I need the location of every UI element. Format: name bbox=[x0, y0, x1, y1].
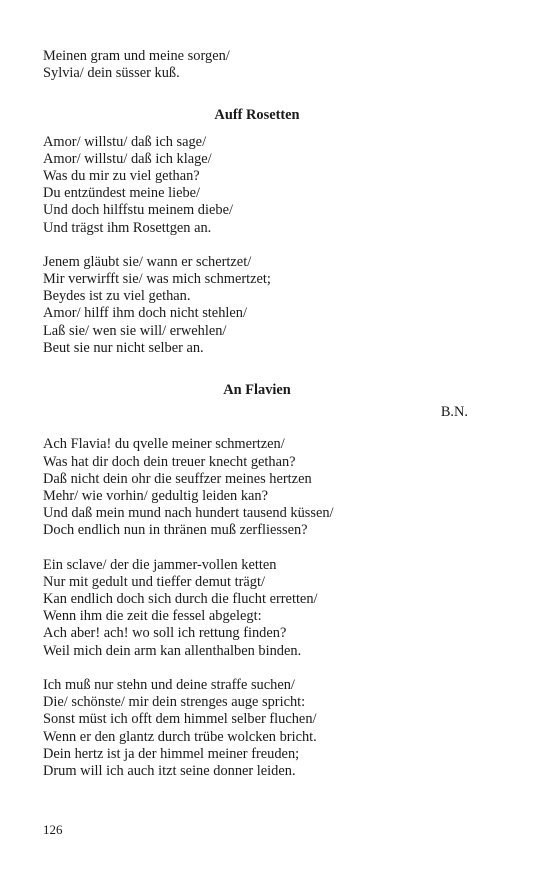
verse-line: Meinen gram und meine sorgen/ bbox=[43, 48, 230, 64]
verse-line: Sylvia/ dein süsser kuß. bbox=[43, 65, 180, 82]
verse-line: Beut sie nur nicht selber an. bbox=[43, 339, 204, 356]
author-initials: B.N. bbox=[440, 404, 468, 421]
rosetten-stanza-2 bbox=[43, 254, 483, 357]
verse-line: Daß nicht dein ohr die seuffzer meines hertzen bbox=[43, 470, 312, 487]
verse-line: Was hat dir doch dein treuer knecht gethan? bbox=[43, 453, 296, 470]
verse-line: Und trägst ihm Rosettgen an. bbox=[43, 219, 212, 236]
verse-line: Jenem gläubt sie/ wann er schertzet/ bbox=[43, 253, 252, 270]
verse-line: Wenn ihm die zeit die fessel abgelegt: bbox=[43, 608, 262, 625]
verse-line: Mehr/ wie vorhin/ gedultig leiden kan? bbox=[43, 488, 268, 505]
verse-line: Ach aber! ach! wo soll ich rettung finden? bbox=[43, 625, 287, 642]
verse-line: Amor/ hilff ihm doch nicht stehlen/ bbox=[43, 305, 247, 322]
flavien-stanza-1 bbox=[43, 436, 483, 539]
verse-line: Ich muß nur stehn und deine straffe suchen/ bbox=[43, 676, 295, 693]
verse-line: Drum will ich auch itzt seine donner leiden. bbox=[43, 762, 296, 779]
verse-line: Sonst müst ich offt dem himmel selber fluchen/ bbox=[43, 711, 317, 728]
verse-line: Ach Flavia! du qvelle meiner schmertzen/ bbox=[43, 436, 285, 453]
verse-line: Dein hertz ist ja der himmel meiner freuden; bbox=[43, 745, 300, 762]
verse-line: Ein sclave/ der die jammer-vollen ketten bbox=[43, 556, 277, 573]
verse-line: Nur mit gedult und tieffer demut trägt/ bbox=[43, 573, 265, 590]
verse-line: Wenn er den glantz durch trübe wolcken bricht. bbox=[43, 728, 317, 745]
verse-line: Beydes ist zu viel gethan. bbox=[43, 288, 191, 305]
verse-line: Kan endlich doch sich durch die flucht erretten/ bbox=[43, 591, 318, 608]
verse-line: Laß sie/ wen sie will/ erwehlen/ bbox=[43, 322, 227, 339]
verse-line: Amor/ willstu/ daß ich sage/ bbox=[43, 133, 207, 150]
verse-line: Und daß mein mund nach hundert tausend küssen/ bbox=[43, 505, 334, 522]
page-number: 126 bbox=[43, 822, 63, 837]
poem-title-rosetten: Auff Rosetten bbox=[214, 107, 300, 124]
verse-line: Und doch hilffstu meinem diebe/ bbox=[43, 202, 233, 219]
verse-line: Du entzündest meine liebe/ bbox=[43, 185, 201, 202]
rosetten-stanza-1 bbox=[43, 134, 483, 237]
flavien-stanza-2 bbox=[43, 557, 483, 660]
opening-stanza bbox=[43, 48, 483, 82]
verse-line: Was du mir zu viel gethan? bbox=[43, 168, 200, 185]
verse-line: Weil mich dein arm kan allenthalben binden. bbox=[43, 642, 302, 659]
poem-title-flavien: An Flavien bbox=[223, 382, 291, 399]
verse-line: Doch endlich nun in thränen muß zerfliessen? bbox=[43, 522, 308, 539]
verse-line: Die/ schönste/ mir dein strenges auge spricht: bbox=[43, 694, 306, 711]
verse-line: Mir verwirfft sie/ was mich schmertzet; bbox=[43, 271, 271, 288]
verse-line: Amor/ willstu/ daß ich klage/ bbox=[43, 150, 212, 167]
page-body bbox=[43, 48, 483, 780]
flavien-stanza-3 bbox=[43, 677, 483, 780]
